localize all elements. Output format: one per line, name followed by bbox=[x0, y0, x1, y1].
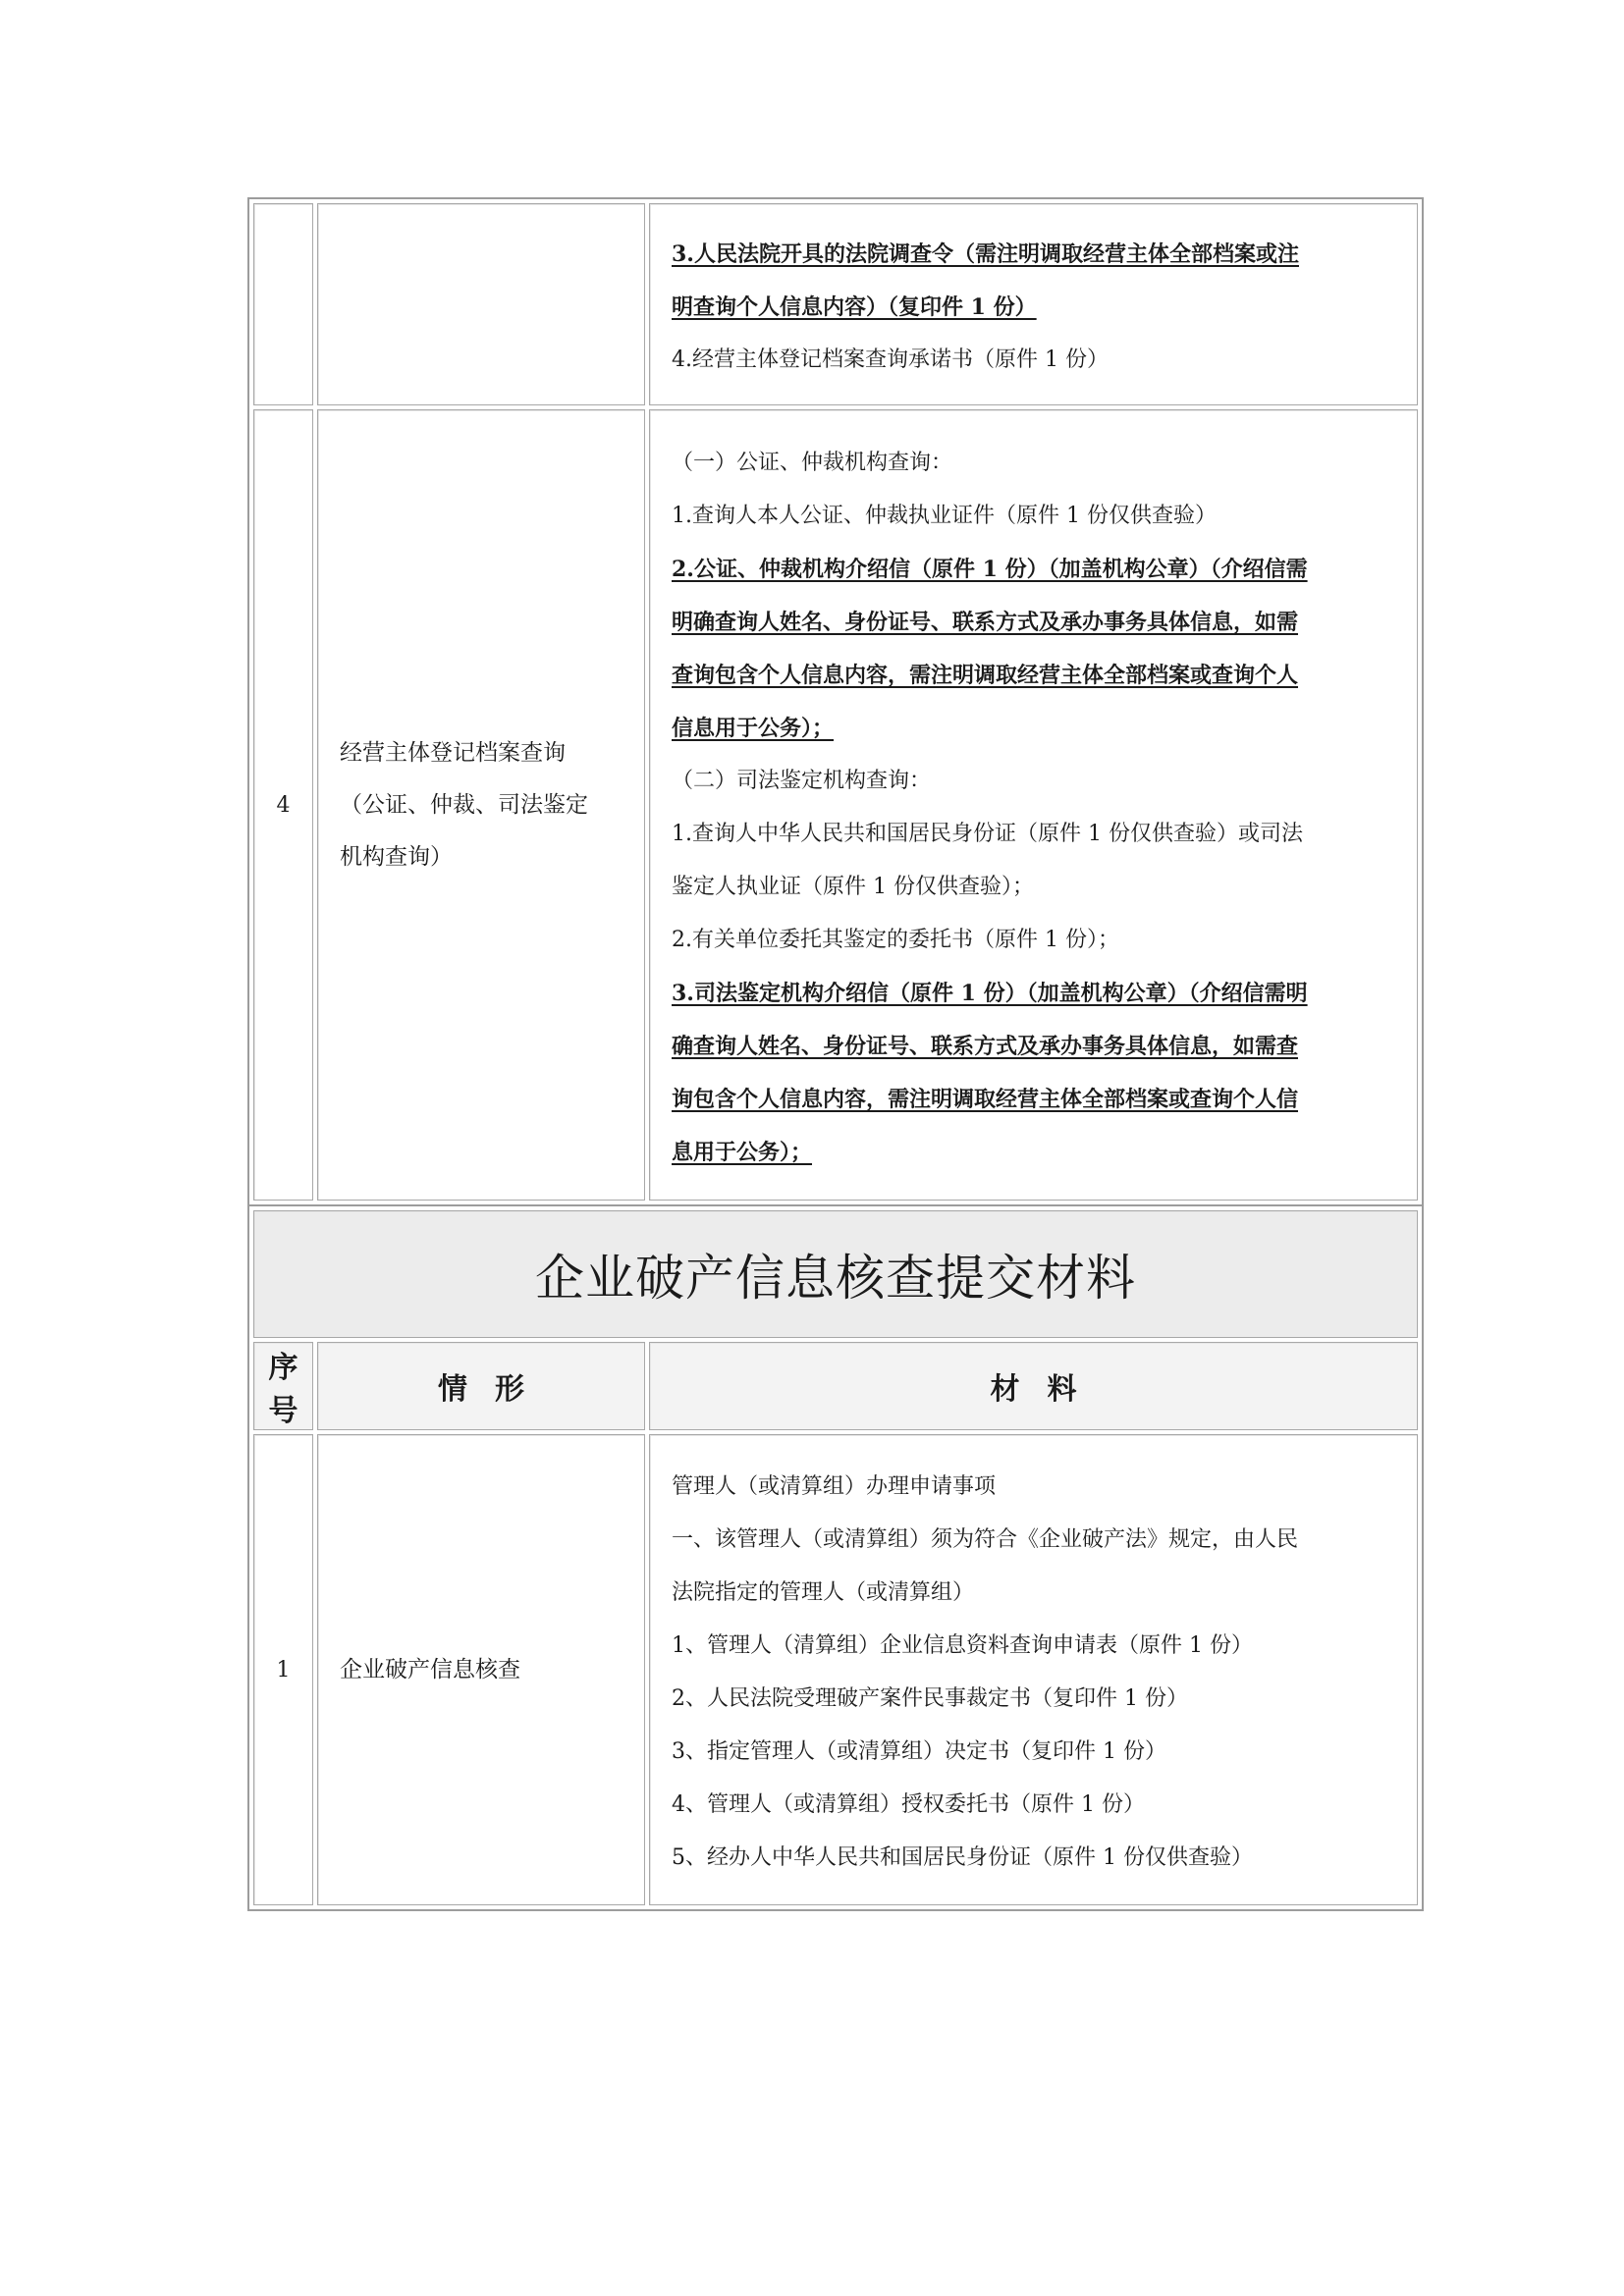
materials-cell bbox=[649, 1434, 1418, 1905]
materials-cell bbox=[649, 409, 1418, 1201]
material-line: 4、管理人（或清算组）授权委托书（原件 1 份） bbox=[672, 1792, 1145, 1817]
material-line: 2、人民法院受理破产案件民事裁定书（复印件 1 份） bbox=[672, 1686, 1188, 1711]
material-line: 1.查询人本人公证、仲裁执业证件（原件 1 份仅供查验） bbox=[672, 504, 1217, 528]
material-line: 查询包含个人信息内容，需注明调取经营主体全部档案或查询个人 bbox=[672, 663, 1299, 688]
material-line: 3.人民法院开具的法院调查令（需注明调取经营主体全部档案或注 bbox=[672, 241, 1299, 267]
material-line: 法院指定的管理人（或清算组） bbox=[672, 1580, 975, 1605]
material-line: 管理人（或清算组）办理申请事项 bbox=[672, 1474, 997, 1499]
materials-cell bbox=[649, 203, 1418, 405]
table-header-row bbox=[253, 1342, 1418, 1430]
row-number bbox=[253, 203, 313, 405]
situation-line: 经营主体登记档案查询 bbox=[340, 739, 566, 766]
situation-line: 机构查询） bbox=[340, 843, 453, 870]
material-line: 1、管理人（清算组）企业信息资料查询申请表（原件 1 份） bbox=[672, 1633, 1253, 1658]
situation-cell bbox=[317, 409, 645, 1201]
situation-line: （公证、仲裁、司法鉴定 bbox=[340, 791, 588, 818]
material-line: （二）司法鉴定机构查询： bbox=[672, 769, 932, 793]
material-line: 鉴定人执业证（原件 1 份仅供查验）； bbox=[672, 875, 1034, 899]
material-line: （一）公证、仲裁机构查询： bbox=[672, 451, 953, 475]
table-row bbox=[253, 1434, 1418, 1905]
table-title-row bbox=[253, 1210, 1418, 1338]
material-line: 明查询个人信息内容）（复印件 1 份） bbox=[672, 294, 1037, 320]
row-number: 4 bbox=[253, 409, 313, 1201]
registry-query-table bbox=[247, 197, 1424, 1206]
material-line: 询包含个人信息内容，需注明调取经营主体全部档案或查询个人信 bbox=[672, 1087, 1299, 1112]
situation-line: 企业破产信息核查 bbox=[340, 1656, 520, 1682]
row-number: 1 bbox=[253, 1434, 313, 1905]
situation-cell bbox=[317, 1434, 645, 1905]
material-line: 信息用于公务）； bbox=[672, 716, 835, 741]
header-number: 序号 bbox=[253, 1342, 313, 1430]
material-line: 5、经办人中华人民共和国居民身份证（原件 1 份仅供查验） bbox=[672, 1845, 1253, 1870]
material-line: 3.司法鉴定机构介绍信（原件 1 份）（加盖机构公章）（介绍信需明 bbox=[672, 981, 1308, 1006]
header-materials bbox=[649, 1342, 1418, 1430]
header-situation-label: 情形 bbox=[438, 1372, 552, 1407]
header-materials-label: 材料 bbox=[990, 1372, 1105, 1407]
material-line: 息用于公务）； bbox=[672, 1140, 813, 1165]
material-line: 一、该管理人（或清算组）须为符合《企业破产法》规定，由人民 bbox=[672, 1527, 1299, 1552]
material-line: 2.有关单位委托其鉴定的委托书（原件 1 份）； bbox=[672, 928, 1119, 952]
material-line: 4.经营主体登记档案查询承诺书（原件 1 份） bbox=[672, 347, 1109, 372]
document-sheet bbox=[247, 197, 1424, 1911]
table-row bbox=[253, 203, 1418, 405]
material-line: 确查询人姓名、身份证号、联系方式及承办事务具体信息，如需查 bbox=[672, 1034, 1299, 1059]
material-line: 明确查询人姓名、身份证号、联系方式及承办事务具体信息，如需 bbox=[672, 610, 1299, 635]
situation-cell bbox=[317, 203, 645, 405]
material-line: 2.公证、仲裁机构介绍信（原件 1 份）（加盖机构公章）（介绍信需 bbox=[672, 557, 1308, 582]
header-situation bbox=[317, 1342, 645, 1430]
table-row bbox=[253, 409, 1418, 1201]
bankruptcy-materials-table bbox=[247, 1204, 1424, 1911]
material-line: 1.查询人中华人民共和国居民身份证（原件 1 份仅供查验）或司法 bbox=[672, 822, 1303, 846]
table-title: 企业破产信息核查提交材料 bbox=[253, 1210, 1418, 1338]
material-line: 3、指定管理人（或清算组）决定书（复印件 1 份） bbox=[672, 1739, 1166, 1764]
